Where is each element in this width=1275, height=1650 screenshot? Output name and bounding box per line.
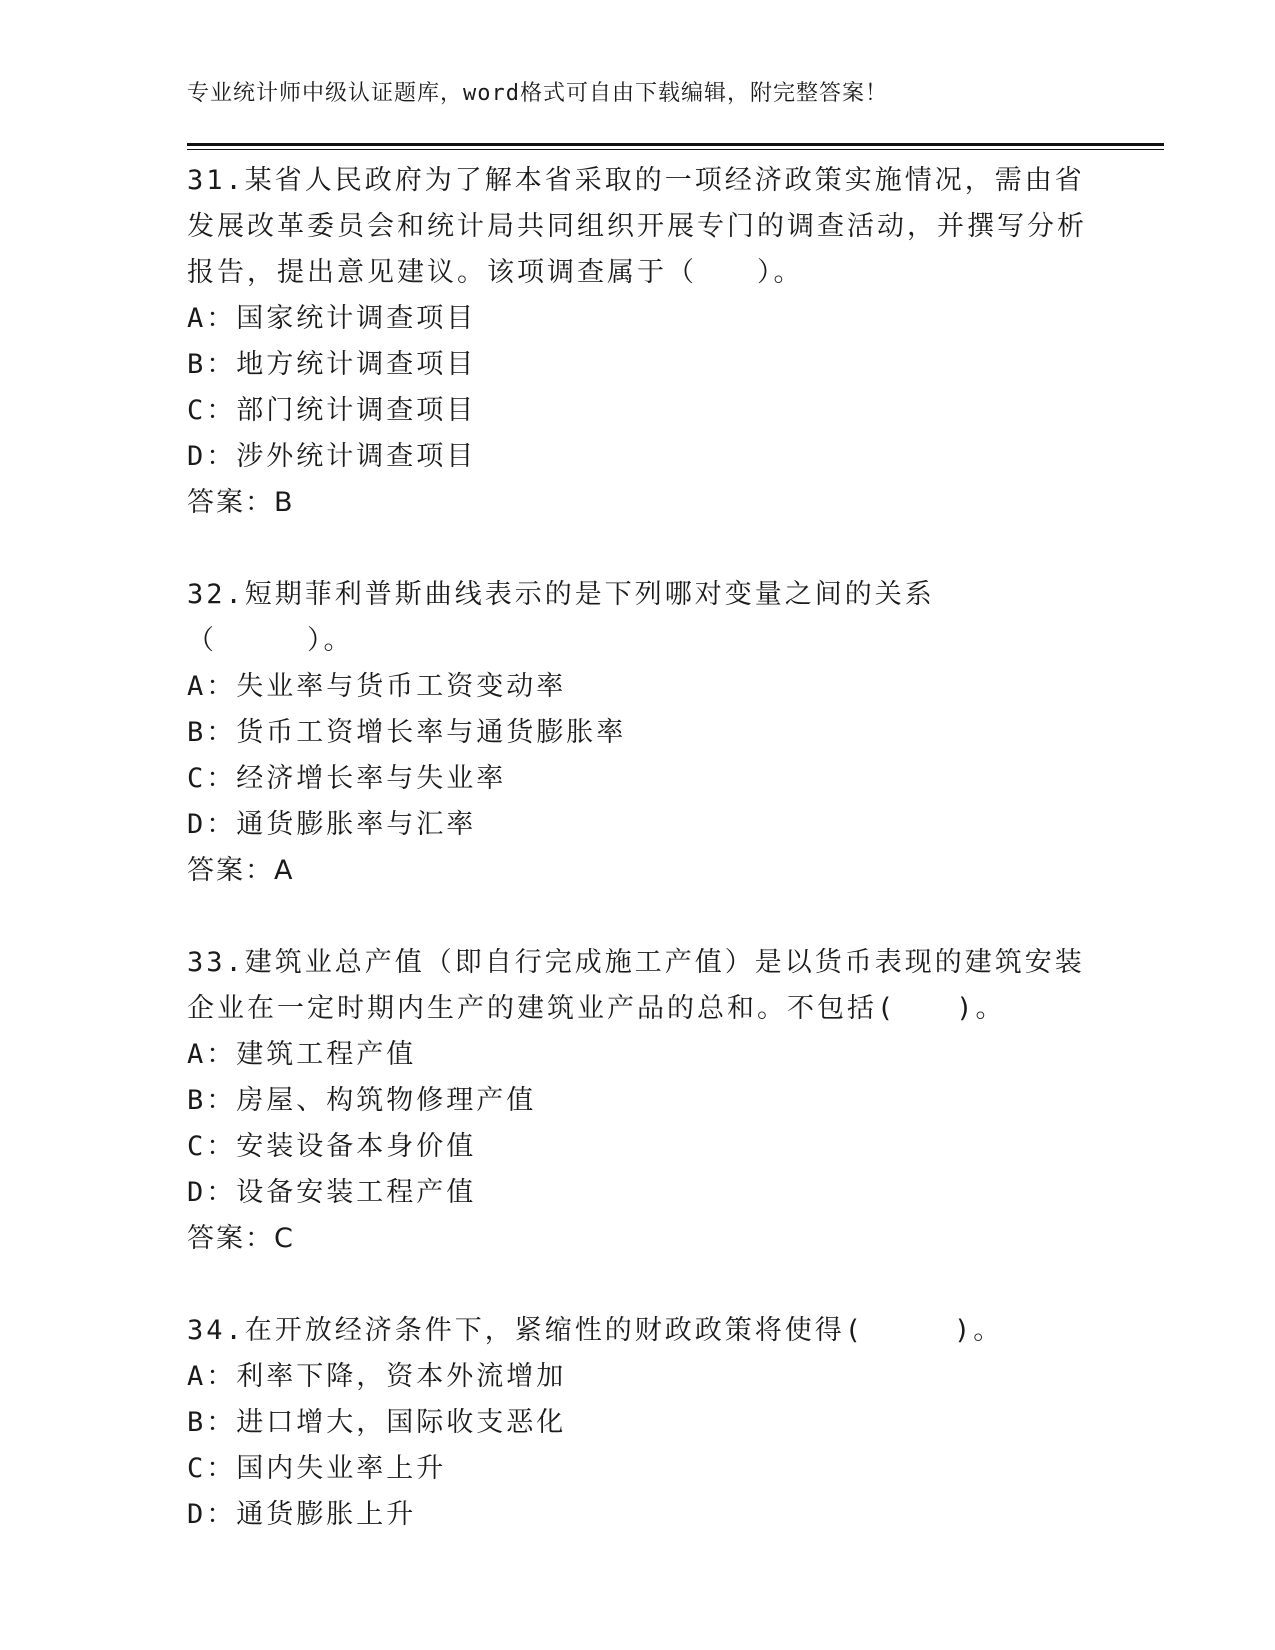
- option-b: B：房屋、构筑物修理产值: [187, 1085, 537, 1116]
- question-spacer: [187, 526, 1087, 572]
- question-34: [187, 1308, 1087, 1538]
- question-list: [187, 158, 1087, 1538]
- question-stem: 33.建筑业总产值（即自行完成施工产值）是以货币表现的建筑安装企业在一定时期内生产的建筑业产品的总和。不包括( )。: [187, 947, 1085, 1024]
- option-a: A：失业率与货币工资变动率: [187, 671, 567, 702]
- answer-text: 答案：B: [187, 487, 295, 518]
- option-c: C：部门统计调查项目: [187, 395, 477, 426]
- option-d: D：通货膨胀率与汇率: [187, 809, 477, 840]
- option-b: B：货币工资增长率与通货膨胀率: [187, 717, 627, 748]
- question-spacer: [187, 1262, 1087, 1308]
- option-b: B：地方统计调查项目: [187, 349, 477, 380]
- header-rule-thick: [187, 143, 1164, 146]
- question-31: [187, 158, 1087, 526]
- question-33: [187, 940, 1087, 1262]
- option-c: C：国内失业率上升: [187, 1453, 447, 1484]
- question-stem: 32.短期菲利普斯曲线表示的是下列哪对变量之间的关系（ ）。: [187, 579, 935, 656]
- question-stem: 34.在开放经济条件下，紧缩性的财政政策将使得( )。: [187, 1315, 1004, 1346]
- option-d: D：涉外统计调查项目: [187, 441, 477, 472]
- question-32: [187, 572, 1087, 894]
- answer-text: 答案：C: [187, 1223, 295, 1254]
- option-a: A：国家统计调查项目: [187, 303, 477, 334]
- option-b: B：进口增大，国际收支恶化: [187, 1407, 567, 1438]
- option-d: D：设备安装工程产值: [187, 1177, 477, 1208]
- option-a: A：建筑工程产值: [187, 1039, 417, 1070]
- page-header-text: 专业统计师中级认证题库，word格式可自由下载编辑，附完整答案！: [187, 81, 888, 106]
- header-rule-thin: [187, 149, 1164, 150]
- option-d: D：通货膨胀上升: [187, 1499, 417, 1530]
- option-c: C：安装设备本身价值: [187, 1131, 477, 1162]
- option-a: A：利率下降，资本外流增加: [187, 1361, 567, 1392]
- question-spacer: [187, 894, 1087, 940]
- answer-text: 答案：A: [187, 855, 295, 886]
- question-stem: 31.某省人民政府为了解本省采取的一项经济政策实施情况，需由省发展改革委员会和统计局共同组织开展专门的调查活动，并撰写分析报告，提出意见建议。该项调查属于（ ）。: [187, 165, 1087, 288]
- option-c: C：经济增长率与失业率: [187, 763, 507, 794]
